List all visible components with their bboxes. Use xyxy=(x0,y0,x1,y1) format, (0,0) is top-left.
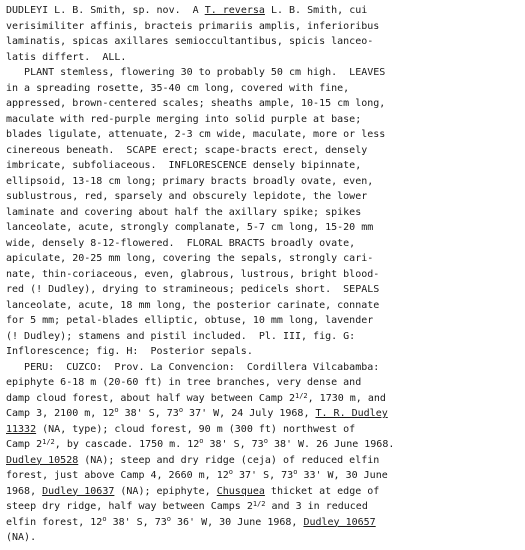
description-line: PLANT stemless, flowering 30 to probably 50 cm high. LEAVES xyxy=(6,67,386,78)
description-line: maculate with red-purple merging into solid purple at base; xyxy=(6,113,362,125)
description xyxy=(6,65,515,360)
specimens-cited xyxy=(6,360,515,546)
degree-symbol: o xyxy=(228,468,233,476)
collection-citation: Dudley 10657 xyxy=(303,516,376,528)
latin-diagnosis xyxy=(6,3,515,65)
diagnosis-line: DUDLEYI L. B. Smith, sp. nov. A T. reversa L. B. Smith, cui xyxy=(6,5,368,16)
degree-symbol: o xyxy=(293,468,298,476)
degree-symbol: o xyxy=(102,514,107,523)
description-line: blades ligulate, attenuate, 2-3 cm wide, maculate, more or less xyxy=(6,129,386,140)
degree-symbol: o xyxy=(263,437,268,445)
degree-symbol: o xyxy=(166,514,171,523)
genus-name: Chusquea xyxy=(216,485,265,497)
collection-citation: Dudley 10637 xyxy=(42,485,115,497)
specimen-line: 11332 (NA, type); cloud forest, 90 m (300 ft) northwest of xyxy=(6,423,356,435)
description-line: appressed, brown-centered scales; sheaths ample, 10-15 cm long, xyxy=(6,98,386,109)
description-line: (! Dudley); stamens and pistil included. Pl. III, fig. G: xyxy=(6,330,356,342)
collector-name: T. R. Dudley xyxy=(315,408,388,419)
description-line: imbricate, subfoliaceous. INFLORESCENCE densely bipinnate, xyxy=(6,160,362,171)
specimen-line: 1968, Dudley 10637 (NA); epiphyte, Chusquea thicket at edge of xyxy=(6,485,380,497)
specimen-line: PERU: CUZCO: Prov. La Convencion: Cordillera Vilcabamba: xyxy=(6,361,380,373)
description-line: ellipsoid, 13-18 cm long; primary bracts broadly ovate, even, xyxy=(6,175,374,187)
specimen-line: Dudley 10528 (NA); steep and dry ridge (ceja) of reduced elfin xyxy=(6,454,380,466)
description-line: nate, thin-coriaceous, even, glabrous, lustrous, bright blood- xyxy=(6,268,380,280)
specimen-line: (NA). xyxy=(6,532,37,543)
description-line: sublustrous, red, sparsely and obscurely lepidote, the lower xyxy=(6,191,368,202)
species-name: DUDLEYI xyxy=(6,5,49,16)
degree-symbol: o xyxy=(199,437,204,445)
description-line: apiculate, 20-25 mm long, covering the sepals, strongly cari- xyxy=(6,253,374,264)
related-species: T. reversa xyxy=(204,5,265,16)
specimen-line: epiphyte 6-18 m (20-60 ft) in tree branches, very dense and xyxy=(6,377,362,388)
degree-symbol: o xyxy=(114,406,119,414)
diagnosis-line: laminatis, spicas axillares semioccultantibus, spicis lanceo- xyxy=(6,36,374,47)
degree-symbol: o xyxy=(178,406,184,414)
specimen-line: elfin forest, 12$^o$ 38' S, 73$^o$ 36' W, 30 June 1968, Dudley 10657 xyxy=(6,514,376,528)
diagnosis-line: verisimiliter affinis, bracteis primariis amplis, inferioribus xyxy=(6,20,380,32)
specimen-line: Camp $2^{1/2}$, by cascade. 1750 m. 12$^o$ 38' S, 73$^o$ 38' W. 26 June 1968. xyxy=(6,437,395,450)
description-line: laminate and covering about half the axillary spike; spikes xyxy=(6,206,362,218)
description-line: cinereous beneath. SCAPE erect; scape-bracts erect, densely xyxy=(6,144,368,156)
description-line: lanceolate, acute, strongly complanate, 5-7 cm long, 15-20 mm xyxy=(6,222,374,233)
description-line: for 5 mm; petal-blades elliptic, obtuse, 10 mm long, lavender xyxy=(6,315,374,326)
specimen-line: Camp 3, 2100 m, 12$^o$ 38' S, 73$^o$ 37' W, 24 July 1968, T. R. Dudley xyxy=(6,406,388,419)
description-line: wide, densely 8-12-flowered. FLORAL BRACTS broadly ovate, xyxy=(6,237,356,249)
description-line: Inflorescence; fig. H: Posterior sepals. xyxy=(6,346,253,357)
description-line: in a spreading rosette, 35-40 cm long, covered with fine, xyxy=(6,82,350,94)
diagnosis-line: latis differt. ALL. xyxy=(6,51,127,63)
specimen-line: steep dry ridge, half way between Camps $2^{1/2}$ and 3 in reduced xyxy=(6,500,368,512)
collection-number: 11332 xyxy=(6,423,37,435)
specimen-line: forest, just above Camp 4, 2660 m, 12$^o$ 37' S, 73$^o$ 33' W, 30 June xyxy=(6,468,388,481)
specimen-line: damp cloud forest, about half way between Camp $2^{1/2}$, 1730 m, and xyxy=(6,391,386,404)
fraction-half: 1/2 xyxy=(294,391,308,400)
description-line: red (! Dudley), drying to stramineous; pedicels short. SEPALS xyxy=(6,284,380,295)
fraction-half: 1/2 xyxy=(252,500,266,508)
collection-citation: Dudley 10528 xyxy=(6,454,79,466)
description-line: lanceolate, acute, 18 mm long, the posterior carinate, connate xyxy=(6,299,380,311)
fraction-half: 1/2 xyxy=(42,438,55,446)
